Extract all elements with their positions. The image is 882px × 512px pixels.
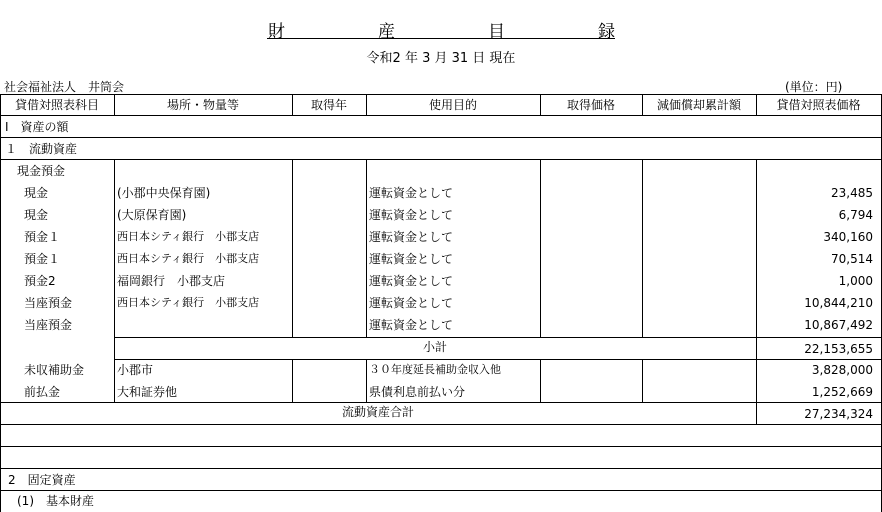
inventory-sheet — [0, 94, 882, 512]
row-place: (小郡中央保育園) — [117, 186, 211, 200]
row-purpose: 県債利息前払い分 — [369, 385, 466, 399]
row-value: 340,160 — [823, 230, 873, 244]
row-purpose: 運転資金として — [369, 252, 454, 266]
row-subject: 前払金 — [24, 385, 61, 399]
row-subject: 預金１ — [24, 252, 61, 266]
title-char: 録 — [598, 22, 615, 42]
subtotal-label: 小計 — [422, 340, 447, 354]
rule — [366, 359, 367, 402]
section-cash-deposits: 現金預金 — [17, 164, 66, 178]
row-place: 小郡市 — [117, 363, 154, 377]
row-subject: 現金 — [24, 208, 49, 222]
row-value: 70,514 — [831, 252, 873, 266]
row-value: 6,794 — [838, 208, 873, 222]
row-place: 福岡銀行 小郡支店 — [117, 274, 226, 288]
rule — [642, 159, 643, 337]
row-value: 1,000 — [838, 274, 873, 288]
row-purpose: 運転資金として — [369, 318, 454, 332]
current-assets-total-label: 流動資産合計 — [341, 405, 414, 419]
current-assets-total-value: 27,234,324 — [804, 407, 873, 421]
column-header-book-value: 貸借対照表価格 — [776, 98, 861, 112]
row-place: 西日本シティ銀行 小郡支店 — [117, 252, 260, 265]
rule — [0, 468, 882, 469]
row-place: 西日本シティ銀行 小郡支店 — [117, 230, 260, 243]
rule — [366, 159, 367, 337]
section-asset-amount: Ⅰ 資産の額 — [5, 120, 69, 134]
section-fixed-assets: 2 固定資産 — [8, 473, 76, 487]
rule — [0, 115, 882, 116]
row-subject: 当座預金 — [24, 318, 73, 332]
column-header-purpose: 使用目的 — [428, 98, 477, 112]
document-date: 令和2 年 3 月 31 日 現在 — [366, 51, 516, 66]
column-header-cost: 取得価格 — [566, 98, 615, 112]
rule — [0, 94, 1, 512]
row-value: 10,844,210 — [804, 296, 873, 310]
row-value: 1,252,669 — [811, 385, 873, 399]
rule — [540, 159, 541, 337]
rule — [0, 490, 882, 491]
row-purpose: 運転資金として — [369, 208, 454, 222]
row-subject: 預金2 — [24, 274, 56, 288]
title-char: 目 — [488, 22, 505, 42]
row-subject: 未収補助金 — [24, 363, 85, 377]
row-purpose: 運転資金として — [369, 296, 454, 310]
organization-name: 社会福祉法人 井筒会 — [4, 80, 125, 94]
row-purpose: ３０年度延長補助金収入他 — [369, 363, 501, 376]
title-char: 産 — [378, 22, 395, 42]
rule — [292, 159, 293, 337]
row-value: 10,867,492 — [804, 318, 873, 332]
section-basic-property: (1) 基本財産 — [17, 494, 94, 508]
rule — [0, 446, 882, 447]
subtotal-value: 22,153,655 — [804, 342, 873, 356]
title-char: 財 — [268, 22, 285, 42]
title-underline — [267, 38, 615, 39]
column-header-subject: 貸借対照表科目 — [14, 98, 99, 112]
row-subject: 預金１ — [24, 230, 61, 244]
row-subject: 当座預金 — [24, 296, 73, 310]
rule — [0, 424, 882, 425]
row-place: (大原保育園) — [117, 208, 187, 222]
row-place: 大和証券他 — [117, 385, 178, 399]
rule — [0, 137, 882, 138]
rule — [642, 359, 643, 402]
row-purpose: 運転資金として — [369, 230, 454, 244]
row-place: 西日本シティ銀行 小郡支店 — [117, 296, 260, 309]
row-purpose: 運転資金として — [369, 274, 454, 288]
column-header-place: 場所・物量等 — [166, 98, 239, 112]
rule — [292, 359, 293, 402]
unit-label: (単位：円) — [785, 80, 843, 94]
section-current-assets: １ 流動資産 — [5, 142, 78, 156]
row-purpose: 運転資金として — [369, 186, 454, 200]
rule — [0, 159, 882, 160]
rule — [540, 359, 541, 402]
column-header-year: 取得年 — [310, 98, 347, 112]
row-value: 3,828,000 — [811, 363, 873, 377]
rule — [114, 159, 115, 402]
row-subject: 現金 — [24, 186, 49, 200]
row-value: 23,485 — [831, 186, 873, 200]
column-header-depreciation: 減価償却累計額 — [656, 98, 741, 112]
